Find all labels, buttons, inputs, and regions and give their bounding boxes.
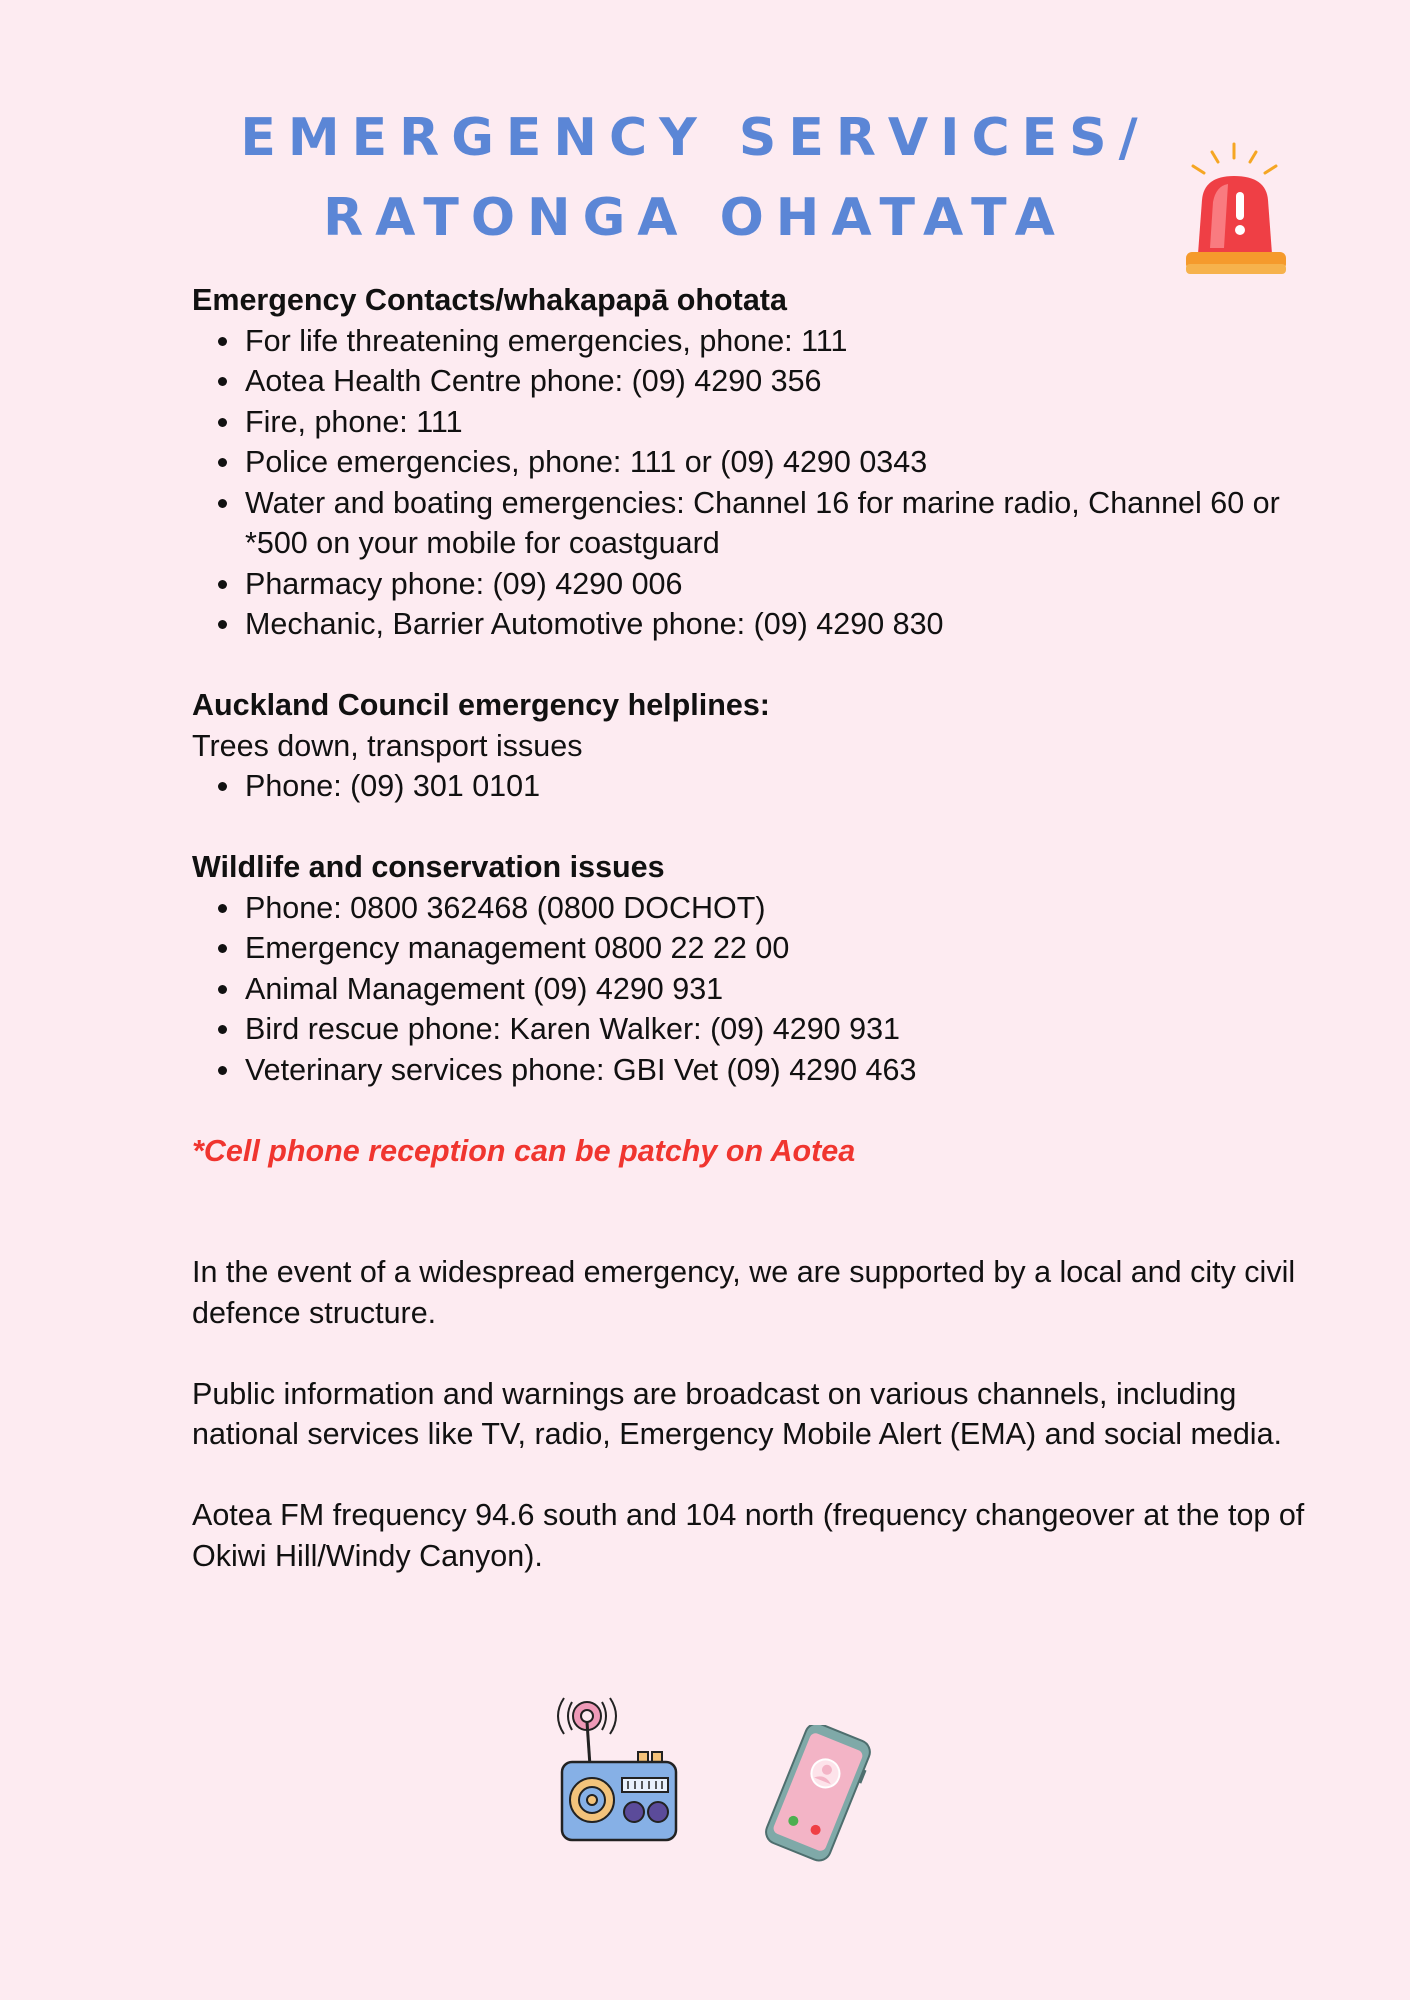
list-item: • Phone: 0800 362468 (0800 DOCHOT): [243, 888, 1322, 929]
list-item: • Fire, phone: 111: [243, 402, 1322, 443]
list-item: • Aotea Health Centre phone: (09) 4290 356: [243, 361, 1322, 402]
wildlife-list: [192, 888, 1322, 1091]
list-item: • Bird rescue phone: Karen Walker: (09) 4290 931: [243, 1009, 1322, 1050]
emergency-contacts-list: [192, 321, 1322, 645]
radio-icon: [528, 1688, 688, 1853]
list-item: • Police emergencies, phone: 111 or (09) 4290 0343: [243, 442, 1322, 483]
council-subtext: Trees down, transport issues: [192, 728, 583, 763]
emergency-contacts-heading: Emergency Contacts/whakapapā ohotata: [192, 283, 787, 317]
council-list: [192, 766, 1322, 807]
paragraph-public-information: Public information and warnings are broadcast on various channels, including national services like TV, radio, Emergency Mobile Alert (EMA) and social media.: [192, 1376, 1283, 1451]
phone-icon: [755, 1725, 885, 1870]
title-line-2: RATONGA OHATATA: [323, 188, 1067, 248]
list-item: • Emergency management 0800 22 22 00: [243, 928, 1322, 969]
list-item: • Phone: (09) 301 0101: [243, 766, 1322, 807]
wildlife-heading: Wildlife and conservation issues: [192, 850, 665, 884]
list-item: • Veterinary services phone: GBI Vet (09) 4290 463: [243, 1050, 1322, 1091]
list-item: • Animal Management (09) 4290 931: [243, 969, 1322, 1010]
list-item: • For life threatening emergencies, phone: 111: [243, 321, 1322, 362]
siren-icon: [1176, 140, 1296, 295]
paragraph-civil-defence: In the event of a widespread emergency, we are supported by a local and city civil defence structure.: [192, 1255, 1296, 1330]
reception-note: *Cell phone reception can be patchy on Aotea: [192, 1133, 856, 1168]
list-item: • Pharmacy phone: (09) 4290 006: [243, 564, 1322, 605]
list-item: • Mechanic, Barrier Automotive phone: (09) 4290 830: [243, 604, 1322, 645]
paragraph-aotea-fm: Aotea FM frequency 94.6 south and 104 north (frequency changeover at the top of Okiwi Hill/Windy Canyon).: [192, 1498, 1305, 1573]
council-heading: Auckland Council emergency helplines:: [192, 688, 770, 722]
list-item: • Water and boating emergencies: Channel 16 for marine radio, Channel 60 or *500 on your mobile for coastguard: [243, 483, 1322, 564]
content: [192, 280, 1322, 1576]
title-line-1: EMERGENCY SERVICES/: [240, 108, 1150, 168]
